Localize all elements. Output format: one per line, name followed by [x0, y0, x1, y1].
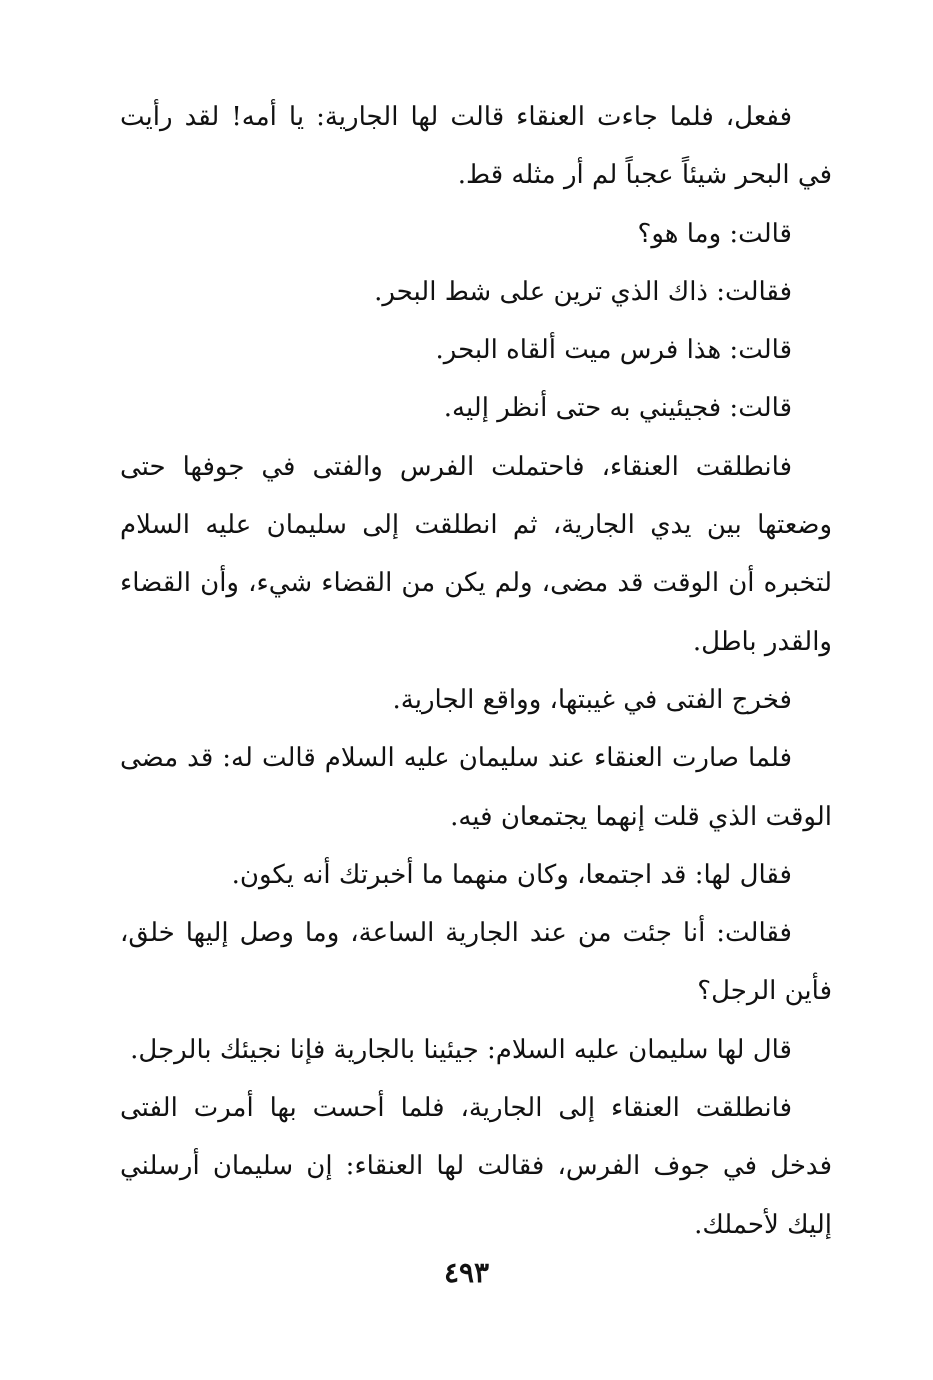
paragraph-12: فانطلقت العنقاء إلى الجارية، فلما أحست بها أمرت الفتى فدخل في جوف الفرس، فقالت لها العنقاء: إن سليمان أرسلني إليك لأحملك. [120, 1093, 832, 1240]
body-text [120, 88, 832, 1254]
page-number: ٤٩٣ [443, 1256, 490, 1289]
paragraph-11: قال لها سليمان عليه السلام: جيئينا بالجارية فإنا نجيئك بالرجل. [130, 1034, 792, 1065]
paragraph-6: فانطلقت العنقاء، فاحتملت الفرس والفتى في جوفها حتى وضعتها بين يدي الجارية، ثم انطلقت إلى سليمان عليه السلام لتخبره أن الوقت قد مضى، ولم يكن من القضاء شيء، وأن القضاء والقدر باطل. [120, 451, 832, 657]
paragraph-7: فخرج الفتى في غيبتها، وواقع الجارية. [392, 684, 792, 715]
paragraph-1: ففعل، فلما جاءت العنقاء قالت لها الجارية: يا أمه! لقد رأيت في البحر شيئاً عجباً لم أر مثله قط. [120, 102, 832, 191]
paragraph-4: قالت: هذا فرس ميت ألقاه البحر. [435, 335, 792, 366]
paragraph-2: قالت: وما هو؟ [637, 218, 792, 249]
paragraph-9: فقال لها: قد اجتمعا، وكان منهما ما أخبرتك أنه يكون. [231, 859, 792, 890]
paragraph-3: فقالت: ذاك الذي ترين على شط البحر. [374, 276, 792, 307]
paragraph-8: فلما صارت العنقاء عند سليمان عليه السلام قالت له: قد مضى الوقت الذي قلت إنهما يجتمعان فيه. [120, 743, 832, 832]
paragraph-5: قالت: فجيئيني به حتى أنظر إليه. [443, 393, 792, 424]
paragraph-10: فقالت: أنا جئت من عند الجارية الساعة، وما وصل إليها خلق، فأين الرجل؟ [120, 918, 832, 1007]
